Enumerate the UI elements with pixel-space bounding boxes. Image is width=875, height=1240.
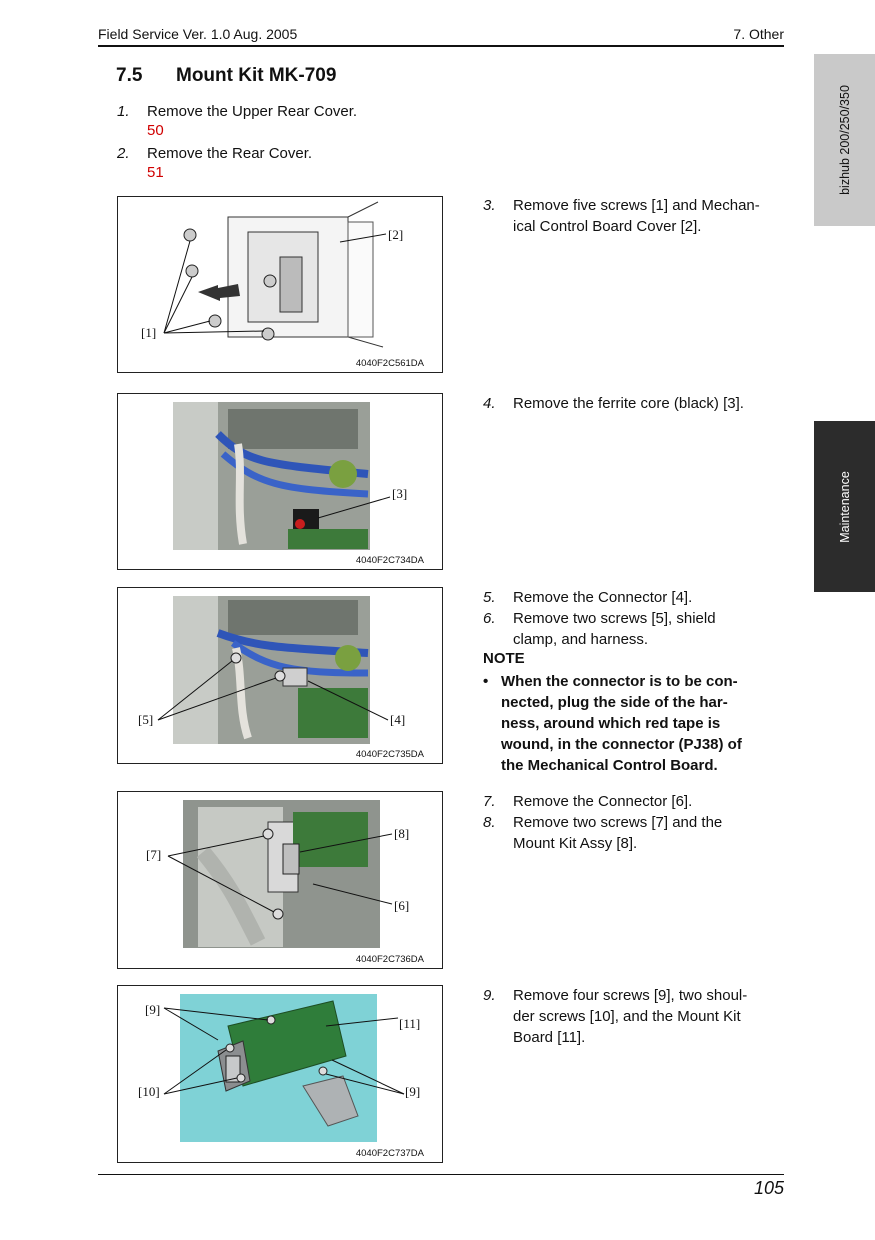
callout-label: [2] [388, 227, 404, 242]
page-reference-link[interactable]: 50 [147, 122, 164, 139]
bullet: • [483, 673, 489, 690]
side-tab-section [814, 421, 875, 592]
running-header-title: Field Service Ver. 1.0 Aug. 2005 [98, 26, 298, 42]
figure-ferrite-core [117, 393, 443, 570]
step-number: 4. [483, 395, 496, 412]
callout-label: [7] [146, 847, 162, 862]
step-text-line: der screws [10], and the Mount Kit [513, 1008, 741, 1025]
section-heading: Mount Kit MK-709 [176, 65, 337, 86]
figure-illustration [118, 197, 442, 372]
figure-code: 4040F2C735DA [355, 749, 424, 760]
step-text-line: Remove the Connector [6]. [513, 793, 693, 810]
figure-code: 4040F2C736DA [355, 954, 424, 965]
step-text-line: ical Control Board Cover [2]. [513, 218, 702, 235]
callout-label: [9] [405, 1084, 421, 1099]
figure-code: 4040F2C561DA [355, 358, 424, 369]
note-line: wound, in the connector (PJ38) of [501, 736, 742, 753]
page-number: 105 [753, 1178, 784, 1198]
figure-photo [118, 394, 442, 569]
step-number: 3. [483, 197, 496, 214]
callout-label: [1] [141, 325, 157, 340]
figure-cover-screws [117, 196, 443, 373]
figure-connector-harness [117, 587, 443, 764]
figure-photo [118, 792, 442, 968]
figure-photo [118, 588, 442, 763]
figure-mount-kit-assy [117, 791, 443, 969]
note-line: the Mechanical Control Board. [501, 757, 718, 774]
callout-label: [11] [399, 1016, 421, 1031]
callout-label: [6] [394, 898, 410, 913]
step-text-line: Remove the Connector [4]. [513, 589, 693, 606]
step-number: 6. [483, 610, 496, 627]
section-title [116, 65, 336, 87]
step-text-line: Remove two screws [7] and the [513, 814, 723, 831]
step-text-line: Remove five screws [1] and Mechan- [513, 197, 760, 214]
note-line: nected, plug the side of the har- [501, 694, 728, 711]
note-heading: NOTE [483, 650, 525, 667]
footer-rule [98, 1174, 784, 1175]
step-number: 5. [483, 589, 496, 606]
step-text-line: Remove the ferrite core (black) [3]. [513, 395, 744, 412]
step-text-line: clamp, and harness. [513, 631, 649, 648]
callout-label: [8] [394, 826, 410, 841]
step-number: 8. [483, 814, 496, 831]
note-line: When the connector is to be con- [501, 673, 738, 690]
step-number: 9. [483, 987, 496, 1004]
figure-mount-kit-board [117, 985, 443, 1163]
figure-photo [118, 986, 442, 1162]
running-header-chapter: 7. Other [733, 26, 784, 42]
side-tab-model [814, 54, 875, 226]
step-text: Remove the Upper Rear Cover. [147, 103, 358, 120]
step-number: 7. [483, 793, 496, 810]
section-number: 7.5 [116, 65, 143, 86]
side-tab-model-label: bizhub 200/250/350 [837, 85, 852, 195]
step-text-line: Board [11]. [513, 1029, 586, 1046]
figure-code: 4040F2C734DA [355, 555, 424, 566]
step-text-line: Remove four screws [9], two shoul- [513, 987, 748, 1004]
step-number: 1. [117, 103, 130, 120]
header-rule [98, 45, 784, 47]
callout-label: [10] [138, 1084, 160, 1099]
callout-label: [5] [138, 712, 154, 727]
figure-code: 4040F2C737DA [355, 1148, 424, 1159]
step-number: 2. [117, 145, 130, 162]
step-text: Remove the Rear Cover. [147, 145, 313, 162]
callout-label: [3] [392, 486, 408, 501]
callout-label: [9] [145, 1002, 161, 1017]
note-line: ness, around which red tape is [501, 715, 721, 732]
callout-label: [4] [390, 712, 406, 727]
page-reference-link[interactable]: 51 [147, 164, 164, 181]
step-text-line: Mount Kit Assy [8]. [513, 835, 638, 852]
step-text-line: Remove two screws [5], shield [513, 610, 716, 627]
side-tab-section-label: Maintenance [837, 470, 852, 543]
